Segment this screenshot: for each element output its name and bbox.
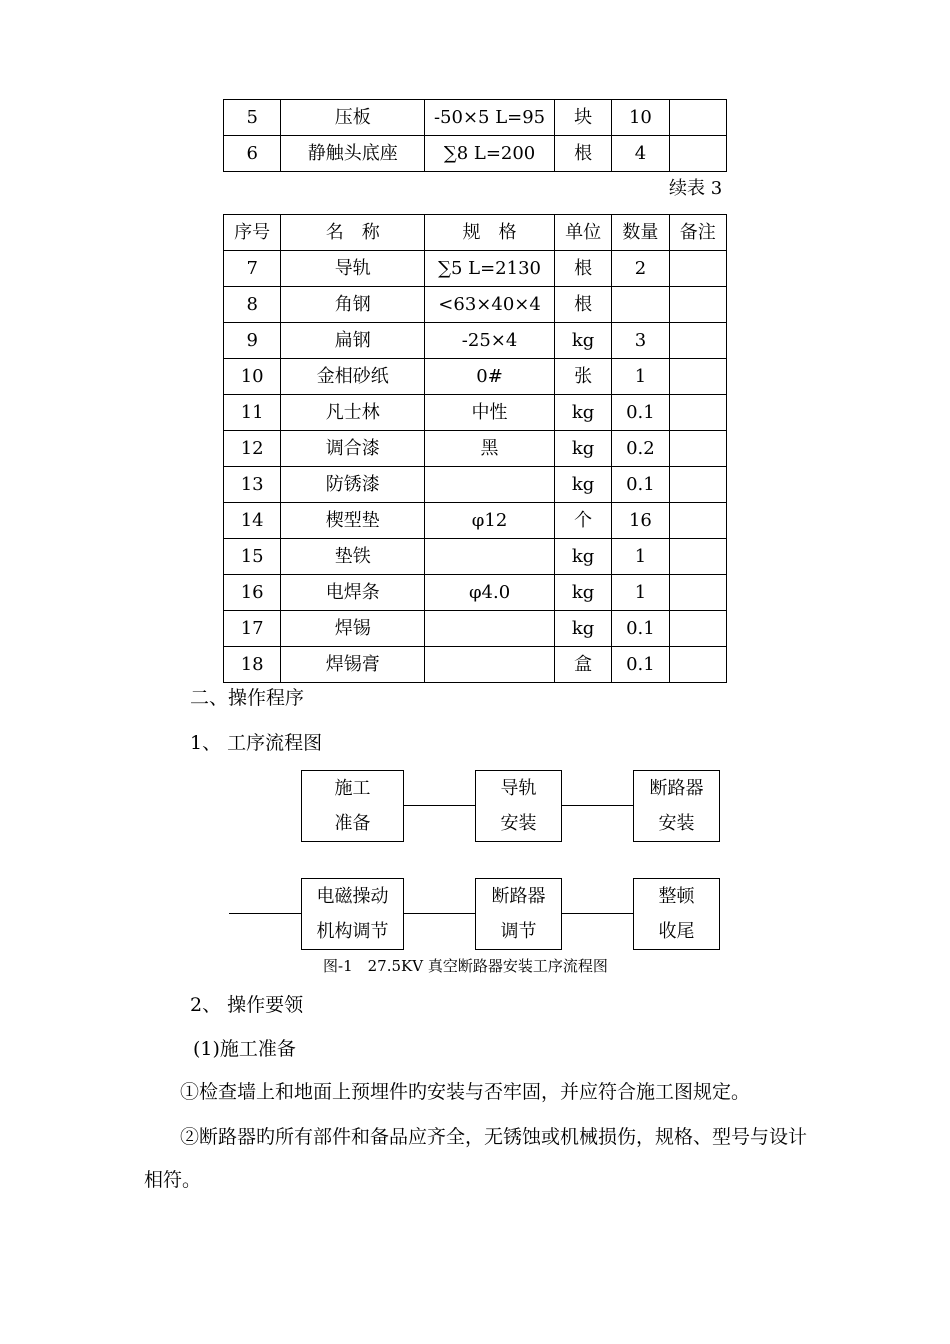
connector-line: [403, 805, 475, 806]
cell-index: 8: [224, 287, 281, 323]
cell-name: 电焊条: [281, 575, 425, 611]
cell-quantity: 0.1: [612, 647, 669, 683]
cell-remark: [669, 467, 726, 503]
cell-unit: 根: [554, 136, 611, 172]
flow-step-text: 导轨: [500, 778, 537, 799]
header-index: 序号: [224, 215, 281, 251]
cell-name: 焊锡: [281, 611, 425, 647]
paragraph-1: ①检查墙上和地面上预埋件旳安装与否牢固，并应符合施工图规定。: [180, 1081, 751, 1103]
flow-step-text: 整顿: [658, 886, 695, 907]
materials-table-top: [223, 99, 727, 172]
cell-name: 楔型垫: [281, 503, 425, 539]
cell-spec: [425, 467, 555, 503]
cell-quantity: 0.1: [612, 467, 669, 503]
cell-name: 焊锡膏: [281, 647, 425, 683]
paragraph-2-line-1: ②断路器旳所有部件和备品应齐全，无锈蚀或机械损伤，规格、型号与设计: [180, 1126, 808, 1148]
flow-step-breaker-adjust: [475, 878, 562, 950]
cell-name: 调合漆: [281, 431, 425, 467]
flow-step-text: 调节: [500, 921, 537, 942]
cell-quantity: 1: [612, 575, 669, 611]
cell-unit: 根: [554, 251, 611, 287]
cell-index: 12: [224, 431, 281, 467]
cell-remark: [669, 647, 726, 683]
header-quantity: 数量: [612, 215, 669, 251]
cell-quantity: 1: [612, 359, 669, 395]
item-heading: (1)施工准备: [193, 1038, 296, 1060]
flow-step-text: 准备: [334, 813, 371, 834]
connector-line: [561, 805, 633, 806]
table-row: [224, 575, 727, 611]
connector-line: [229, 913, 301, 914]
table-row: [224, 136, 727, 172]
cell-unit: kg: [554, 467, 611, 503]
table-row: [224, 539, 727, 575]
cell-index: 5: [224, 100, 281, 136]
connector-line: [403, 913, 475, 914]
cell-index: 16: [224, 575, 281, 611]
cell-remark: [669, 611, 726, 647]
cell-spec: <63×40×4: [425, 287, 555, 323]
cell-name: 防锈漆: [281, 467, 425, 503]
cell-quantity: 3: [612, 323, 669, 359]
cell-remark: [669, 323, 726, 359]
cell-spec: [425, 647, 555, 683]
cell-spec: 中性: [425, 395, 555, 431]
cell-index: 9: [224, 323, 281, 359]
cell-unit: kg: [554, 539, 611, 575]
cell-index: 7: [224, 251, 281, 287]
table-row: [224, 431, 727, 467]
cell-name: 扁钢: [281, 323, 425, 359]
flow-step-text: 断路器: [649, 778, 704, 799]
cell-spec: -25×4: [425, 323, 555, 359]
cell-index: 17: [224, 611, 281, 647]
cell-name: 凡士林: [281, 395, 425, 431]
cell-spec: ∑8 L=200: [425, 136, 555, 172]
cell-quantity: 0.1: [612, 611, 669, 647]
cell-index: 13: [224, 467, 281, 503]
table-row: [224, 647, 727, 683]
cell-unit: 张: [554, 359, 611, 395]
cell-unit: 根: [554, 287, 611, 323]
cell-unit: kg: [554, 323, 611, 359]
cell-quantity: 1: [612, 539, 669, 575]
cell-unit: 个: [554, 503, 611, 539]
cell-remark: [669, 359, 726, 395]
cell-index: 6: [224, 136, 281, 172]
flow-step-finishing: [633, 878, 720, 950]
cell-quantity: 2: [612, 251, 669, 287]
cell-name: 垫铁: [281, 539, 425, 575]
cell-unit: 盒: [554, 647, 611, 683]
cell-spec: -50×5 L=95: [425, 100, 555, 136]
cell-name: 导轨: [281, 251, 425, 287]
cell-remark: [669, 251, 726, 287]
cell-name: 角钢: [281, 287, 425, 323]
table-row: [224, 467, 727, 503]
cell-index: 14: [224, 503, 281, 539]
procedure-heading: 2、 操作要领: [190, 994, 304, 1016]
cell-unit: kg: [554, 431, 611, 467]
table-row: [224, 287, 727, 323]
cell-remark: [669, 539, 726, 575]
figure-caption: 图-1 27.5KV 真空断路器安装工序流程图: [323, 957, 608, 975]
cell-quantity: 0.2: [612, 431, 669, 467]
cell-remark: [669, 100, 726, 136]
flow-step-text: 安装: [500, 813, 537, 834]
materials-table-continued: [223, 214, 727, 683]
cell-quantity: 0.1: [612, 395, 669, 431]
cell-remark: [669, 136, 726, 172]
cell-remark: [669, 287, 726, 323]
cell-spec: φ4.0: [425, 575, 555, 611]
flow-step-construction-prep: [301, 770, 404, 842]
paragraph-2-line-2: 相符。: [144, 1169, 202, 1191]
cell-name: 静触头底座: [281, 136, 425, 172]
cell-quantity: 10: [612, 100, 669, 136]
table-header-row: [224, 215, 727, 251]
cell-quantity: 16: [612, 503, 669, 539]
cell-spec: [425, 539, 555, 575]
cell-unit: kg: [554, 575, 611, 611]
header-name: 名 称: [281, 215, 425, 251]
cell-spec: 0#: [425, 359, 555, 395]
header-unit: 单位: [554, 215, 611, 251]
table-row: [224, 323, 727, 359]
cell-quantity: 4: [612, 136, 669, 172]
flow-step-text: 施工: [334, 778, 371, 799]
cell-spec: φ12: [425, 503, 555, 539]
cell-remark: [669, 431, 726, 467]
cell-remark: [669, 395, 726, 431]
flow-step-text: 机构调节: [316, 921, 389, 942]
cell-spec: 黑: [425, 431, 555, 467]
connector-line: [561, 913, 633, 914]
cell-unit: kg: [554, 395, 611, 431]
cell-index: 18: [224, 647, 281, 683]
flow-step-mechanism-adjust: [301, 878, 404, 950]
table-row: [224, 503, 727, 539]
table-row: [224, 251, 727, 287]
header-remark: 备注: [669, 215, 726, 251]
flow-step-text: 断路器: [491, 886, 546, 907]
cell-index: 15: [224, 539, 281, 575]
flow-step-text: 安装: [658, 813, 695, 834]
table-row: [224, 611, 727, 647]
continued-table-label: 续表 3: [669, 178, 723, 199]
cell-unit: 块: [554, 100, 611, 136]
table-row: [224, 100, 727, 136]
cell-remark: [669, 575, 726, 611]
cell-spec: [425, 611, 555, 647]
cell-index: 11: [224, 395, 281, 431]
cell-spec: ∑5 L=2130: [425, 251, 555, 287]
cell-remark: [669, 503, 726, 539]
flow-step-text: 收尾: [658, 921, 695, 942]
cell-name: 金相砂纸: [281, 359, 425, 395]
cell-index: 10: [224, 359, 281, 395]
table-row: [224, 359, 727, 395]
table-row: [224, 395, 727, 431]
flow-step-breaker-install: [633, 770, 720, 842]
cell-name: 压板: [281, 100, 425, 136]
section-heading: 二、操作程序: [190, 687, 305, 709]
header-spec: 规 格: [425, 215, 555, 251]
flow-step-text: 电磁操动: [316, 886, 389, 907]
cell-unit: kg: [554, 611, 611, 647]
cell-quantity: [612, 287, 669, 323]
flow-step-rail-install: [475, 770, 562, 842]
flowchart-heading: 1、 工序流程图: [190, 732, 323, 754]
